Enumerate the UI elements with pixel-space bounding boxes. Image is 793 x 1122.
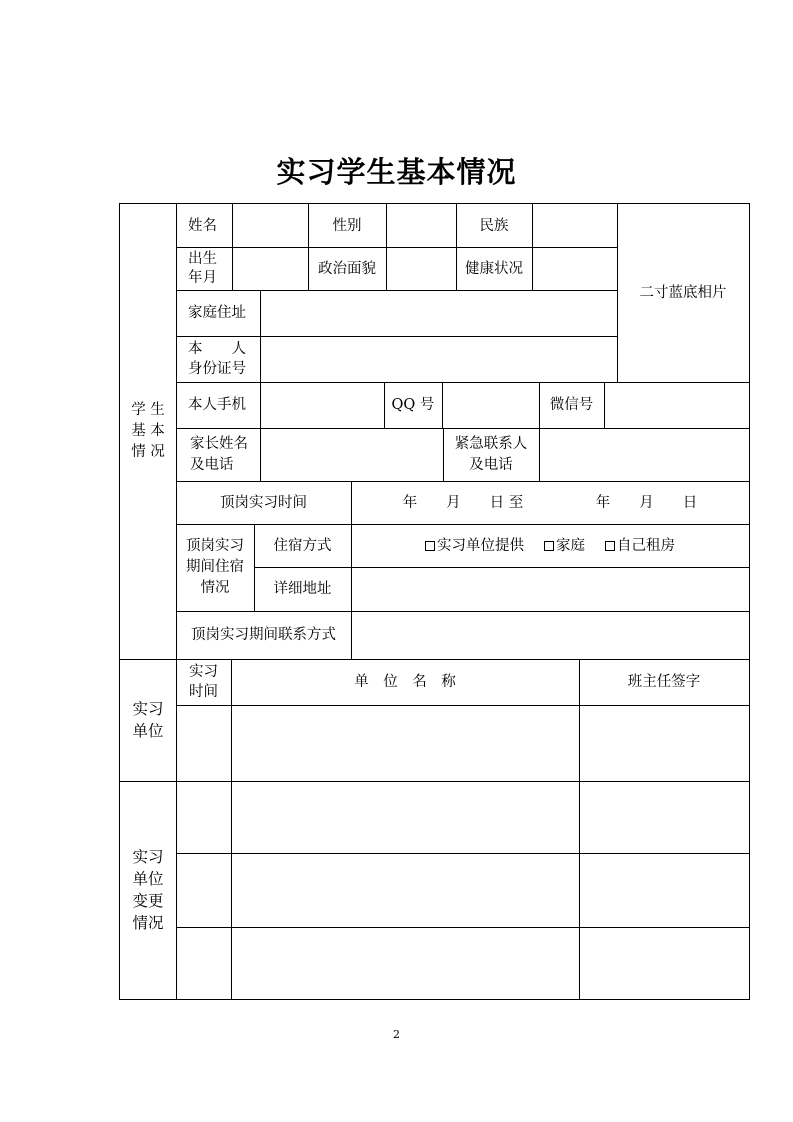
parent-field[interactable] [260, 428, 443, 481]
mobile-field[interactable] [260, 382, 384, 428]
detail-address-label: 详细地址 [273, 581, 332, 597]
ethnicity-field[interactable] [532, 204, 617, 247]
unit-time-cell[interactable] [176, 705, 231, 781]
home-address-label: 家庭住址 [188, 305, 246, 321]
unit-time-header: 实习 时间 [189, 664, 218, 700]
parent-label: 家长姓名 及电话 [190, 435, 248, 473]
internship-date-range[interactable]: 年 月 日 至 年 月 日 [402, 494, 698, 511]
id-number-label: 本 人 身份证号 [188, 341, 246, 377]
wechat-field[interactable] [604, 382, 749, 428]
health-field[interactable] [532, 247, 617, 290]
checkbox-icon[interactable] [425, 541, 435, 551]
change-unit-cell[interactable] [231, 853, 579, 927]
lodging-group-label: 顶岗实习 期间住宿 情况 [186, 538, 244, 596]
page-number: 2 [393, 1028, 400, 1041]
internship-time-label: 顶岗实习时间 [220, 494, 307, 511]
unit-name-header: 单 位 名 称 [354, 674, 456, 690]
contact-during-field[interactable] [351, 611, 749, 659]
teacher-sign-cell[interactable] [579, 705, 749, 781]
contact-during-label: 顶岗实习期间联系方式 [191, 627, 336, 643]
grid-line-v [749, 203, 750, 1000]
unit-name-cell[interactable] [231, 705, 579, 781]
detail-address-field[interactable] [351, 567, 749, 611]
lodging-option-rent[interactable]: 自己租房 [605, 536, 675, 556]
change-time-cell[interactable] [176, 927, 231, 999]
checkbox-icon[interactable] [544, 541, 554, 551]
grid-line-h [119, 999, 750, 1000]
health-label: 健康状况 [465, 260, 523, 277]
emergency-contact-label: 紧急联系人 及电话 [454, 435, 528, 473]
mobile-label: 本人手机 [188, 397, 246, 413]
qq-label: QQ 号 [391, 397, 435, 413]
change-sign-cell[interactable] [579, 853, 749, 927]
change-sign-cell[interactable] [579, 781, 749, 853]
name-field[interactable] [232, 204, 308, 247]
section-internship-unit-label: 实习 单位 [132, 700, 164, 740]
change-unit-cell[interactable] [231, 781, 579, 853]
teacher-sign-header: 班主任签字 [627, 674, 701, 690]
change-sign-cell[interactable] [579, 927, 749, 999]
political-status-field[interactable] [386, 247, 456, 290]
gender-label: 性别 [332, 217, 362, 234]
lodging-method-label: 住宿方式 [273, 537, 332, 554]
section-unit-change-label: 实习 单位 变更 情况 [132, 848, 164, 932]
id-number-field[interactable] [260, 336, 617, 382]
page-title: 实习学生基本情况 [276, 155, 517, 189]
lodging-options [351, 524, 749, 567]
checkbox-icon[interactable] [605, 541, 615, 551]
change-time-cell[interactable] [176, 853, 231, 927]
lodging-option-employer[interactable]: 实习单位提供 [425, 536, 524, 556]
change-time-cell[interactable] [176, 781, 231, 853]
section-basic-info-label: 学 生 基 本 情 况 [131, 402, 165, 460]
name-label: 姓名 [188, 217, 217, 234]
qq-field[interactable] [442, 382, 539, 428]
birth-date-label: 出生 年月 [188, 250, 217, 286]
photo-placeholder[interactable]: 二寸蓝底相片 [639, 285, 727, 301]
birth-date-field[interactable] [232, 247, 308, 290]
gender-field[interactable] [386, 204, 456, 247]
lodging-option-family[interactable]: 家庭 [544, 536, 585, 556]
change-unit-cell[interactable] [231, 927, 579, 999]
political-status-label: 政治面貌 [318, 260, 376, 277]
ethnicity-label: 民族 [479, 217, 509, 234]
wechat-label: 微信号 [549, 397, 594, 413]
home-address-field[interactable] [260, 290, 617, 336]
emergency-contact-field[interactable] [539, 428, 749, 481]
